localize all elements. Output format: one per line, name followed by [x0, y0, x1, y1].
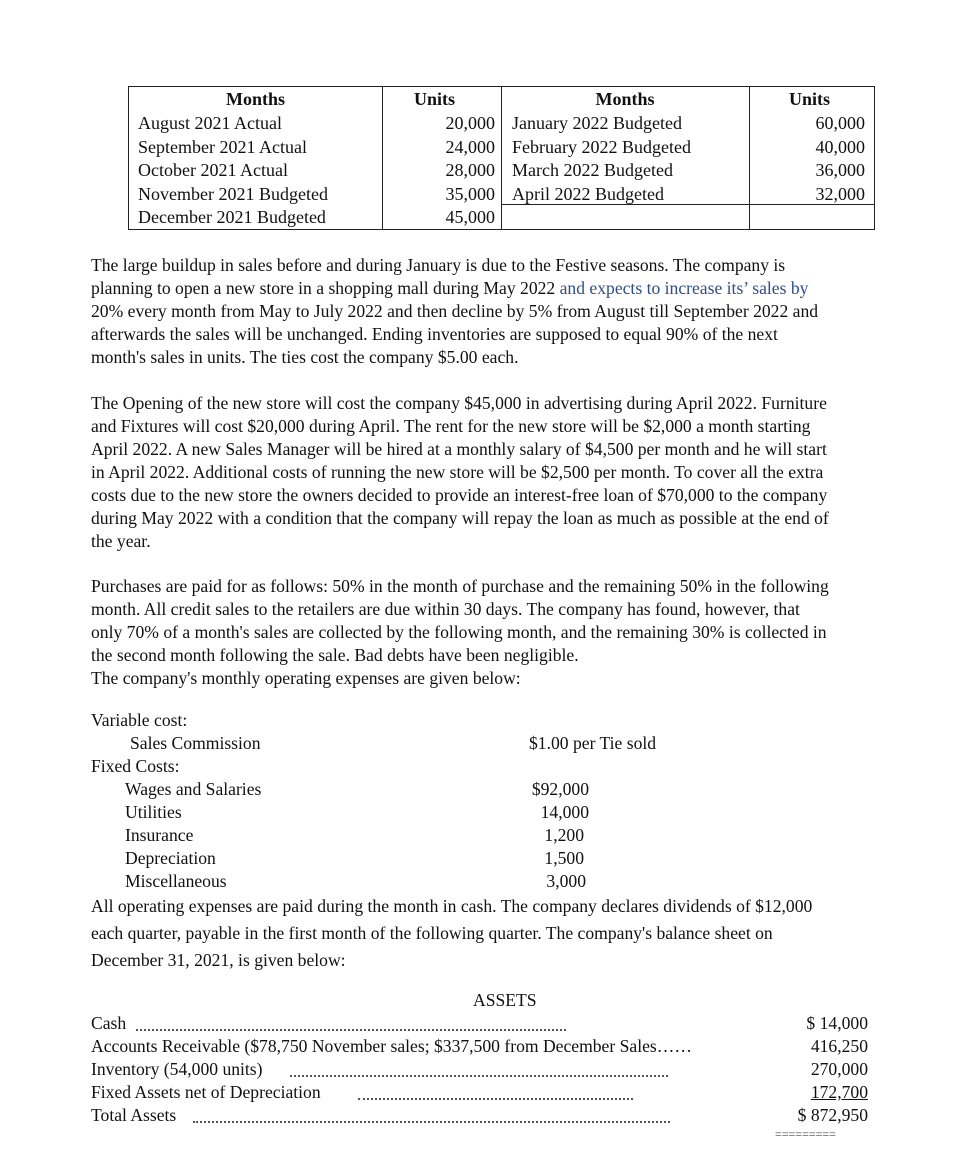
text-line: the year.: [91, 531, 151, 551]
text-line: during May 2022 with a condition that the company will repay the loan as much as possible at the end of: [91, 508, 829, 528]
header-months-left: Months: [225, 89, 285, 109]
fixed-cost-label: Miscellaneous: [125, 871, 227, 891]
table-cell: 32,000: [815, 183, 865, 204]
sales-table: [128, 86, 875, 230]
paragraph-sales-outlook: [91, 254, 931, 369]
text-line: The Opening of the new store will cost the company $45,000 in advertising during April 2022. Furniture: [91, 393, 827, 413]
fixed-cost-value: 1,500: [544, 848, 584, 868]
paragraph-dividends: [91, 893, 931, 974]
table-cell: 28,000: [445, 160, 495, 181]
leader-dots: [290, 1075, 668, 1077]
table-row: December 2021 Budgeted: [138, 207, 326, 228]
double-underline: =========: [775, 1127, 836, 1141]
asset-value-total: $ 872,950: [797, 1105, 868, 1125]
table-row: November 2021 Budgeted: [138, 183, 328, 204]
text-line: The company's monthly operating expenses are given below:: [91, 668, 521, 688]
left-units-column: [382, 112, 495, 230]
text-line: Purchases are paid for as follows: 50% in the month of purchase and the remaining 50% in the following: [91, 576, 829, 596]
text-line: December 31, 2021, is given below:: [91, 950, 346, 970]
asset-value-cash: $ 14,000: [806, 1013, 868, 1033]
table-cell: 35,000: [445, 183, 495, 204]
table-row: February 2022 Budgeted: [512, 136, 691, 157]
text-line: month. All credit sales to the retailers are due within 30 days. The company has found, however, that: [91, 599, 800, 619]
leader-dots: [136, 1029, 566, 1031]
text-line: The large buildup in sales before and during January is due to the Festive seasons. The company is: [91, 255, 786, 275]
fixed-cost-label: Insurance: [125, 825, 194, 845]
table-cell: 36,000: [815, 160, 865, 181]
text-line: [91, 277, 931, 300]
asset-label-fixed-assets: Fixed Assets net of Depreciation: [91, 1082, 321, 1102]
fixed-costs-heading: Fixed Costs:: [91, 756, 180, 776]
text-line: in April 2022. Additional costs of running the new store will be $2,500 per month. To cover all the extra: [91, 462, 824, 482]
fixed-cost-label: Wages and Salaries: [125, 779, 262, 799]
asset-value-receivables: 416,250: [810, 1036, 868, 1056]
header-units-right: Units: [789, 89, 831, 109]
text-line: and Fixtures will cost $20,000 during April. The rent for the new store will be $2,000 a month starting: [91, 416, 811, 436]
assets-heading: ASSETS: [473, 990, 537, 1010]
table-row: August 2021 Actual: [138, 113, 282, 133]
asset-value-fixed-assets: 172,700: [810, 1082, 868, 1102]
leader-dots: [193, 1121, 670, 1123]
fixed-cost-value: 14,000: [540, 802, 589, 822]
text-line: costs due to the new store the owners decided to provide an interest-free loan of $70,000 to the company: [91, 485, 828, 505]
table-cell: 24,000: [445, 136, 495, 157]
sales-commission-value: $1.00 per Tie sold: [529, 733, 657, 753]
header-months-right: Months: [595, 89, 655, 109]
table-row: September 2021 Actual: [138, 136, 307, 157]
table-cell: 20,000: [445, 113, 495, 133]
text-line: each quarter, payable in the first month of the following quarter. The company's balance sheet on: [91, 923, 773, 943]
asset-label-cash: Cash: [91, 1013, 127, 1033]
text-line: All operating expenses are paid during the month in cash. The company declares dividends of $12,000: [91, 896, 813, 916]
asset-value-inventory: 270,000: [810, 1059, 868, 1079]
right-month-column: [512, 112, 691, 206]
table-row: October 2021 Actual: [138, 160, 288, 181]
table-cell: 40,000: [815, 136, 865, 157]
fixed-cost-label: Utilities: [125, 802, 182, 822]
table-cell: 45,000: [445, 207, 495, 228]
sales-commission-label: Sales Commission: [130, 733, 261, 753]
right-units-column: [749, 112, 865, 206]
table-row: January 2022 Budgeted: [512, 113, 682, 133]
asset-label-inventory: Inventory (54,000 units): [91, 1059, 263, 1079]
fixed-cost-value: $92,000: [531, 779, 589, 799]
paragraph-new-store: [91, 392, 931, 553]
fixed-cost-label: Depreciation: [125, 848, 216, 868]
text-line: only 70% of a month's sales are collected by the following month, and the remaining 30% is collected in: [91, 622, 827, 642]
variable-cost-heading: Variable cost:: [91, 710, 188, 730]
table-row: April 2022 Budgeted: [512, 183, 664, 204]
paragraph-payments: [91, 575, 931, 690]
text-line: the second month following the sale. Bad debts have been negligible.: [91, 645, 579, 665]
text-line: afterwards the sales will be unchanged. Ending inventories are supposed to equal 90% of the next: [91, 324, 778, 344]
asset-label-total: Total Assets: [91, 1105, 177, 1125]
asset-label-receivables: Accounts Receivable ($78,750 November sales; $337,500 from December Sales……: [91, 1036, 692, 1056]
left-month-column: [138, 112, 328, 230]
text-line: 20% every month from May to July 2022 and then decline by 5% from August till September 2022 and: [91, 301, 819, 321]
table-row: March 2022 Budgeted: [512, 160, 673, 181]
header-units-left: Units: [414, 89, 456, 109]
text-segment: planning to open a new store in a shopping mall during May 2022: [91, 278, 560, 298]
text-line: month's sales in units. The ties cost the company $5.00 each.: [91, 347, 519, 367]
table-cell: 60,000: [815, 113, 865, 133]
text-segment-highlight: and expects to increase its’ sales by: [559, 278, 809, 298]
fixed-cost-value: 1,200: [544, 825, 584, 845]
leader-dots: [358, 1098, 633, 1100]
fixed-cost-value: 3,000: [546, 871, 586, 891]
text-line: April 2022. A new Sales Manager will be hired at a monthly salary of $4,500 per month and he will start: [91, 439, 827, 459]
